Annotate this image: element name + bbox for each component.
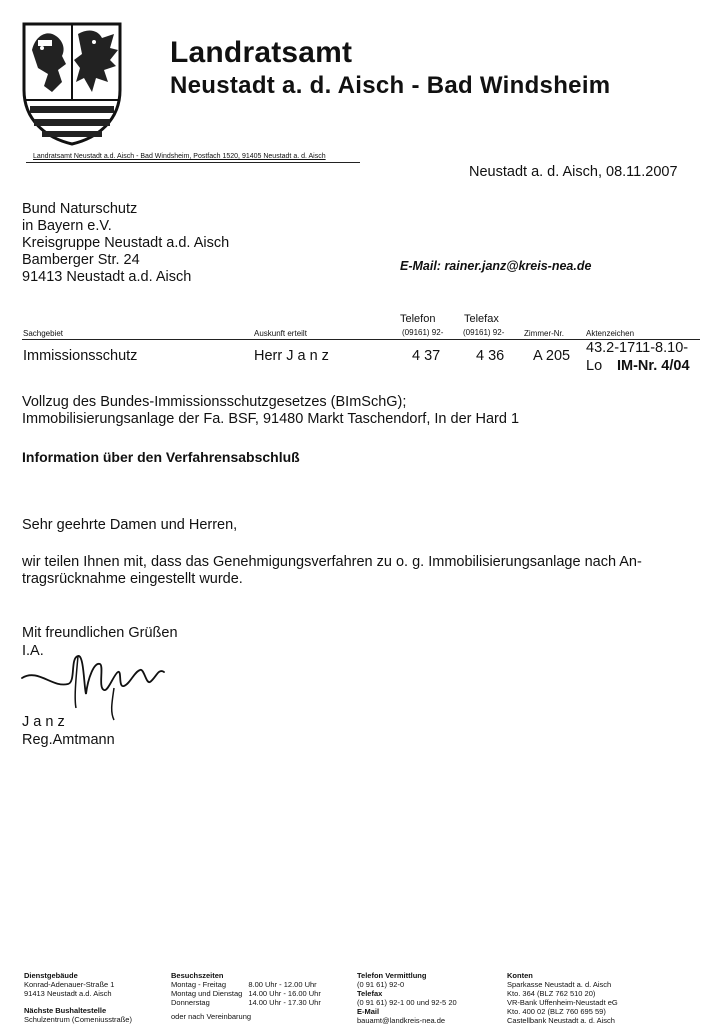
value-aktenzeichen-line1: 43.2-1711-8.10- [586, 340, 689, 356]
header-telefon-sub: (09161) 92- [402, 328, 444, 337]
recipient-line: Bund Naturschutz [22, 201, 138, 217]
recipient-line: 91413 Neustadt a.d. Aisch [22, 269, 192, 285]
recipient-line: Bamberger Str. 24 [22, 252, 140, 268]
header-zimmer: Zimmer-Nr. [524, 329, 564, 338]
authority-name: Landratsamt [170, 36, 353, 69]
value-telefax: 4 36 [476, 348, 505, 364]
body-paragraph-line: tragsrücknahme eingestellt wurde. [22, 571, 243, 587]
closing-ia: I.A. [22, 643, 44, 659]
footer-accounts-heading: Konten [507, 971, 533, 980]
visiting-hours-time: 8.00 Uhr - 12.00 Uhr [248, 980, 317, 989]
footer-account-line: Kto. 400 02 (BLZ 760 695 59) [507, 1007, 606, 1016]
footer-contact-column [357, 971, 457, 1025]
subject-line: Immobilisierungsanlage der Fa. BSF, 91480 Markt Taschendorf, In der Hard 1 [22, 411, 520, 427]
value-aktenzeichen-prefix: Lo [586, 358, 603, 374]
authority-region: Neustadt a. d. Aisch - Bad Windsheim [170, 72, 611, 99]
footer-account-line: Kto. 364 (BLZ 762 510 20) [507, 989, 596, 998]
visiting-hours-time: 14.00 Uhr - 17.30 Uhr [248, 998, 321, 1007]
return-address-rule [26, 162, 360, 163]
visiting-hours-row [171, 989, 321, 998]
signatory-name: J a n z [22, 714, 65, 730]
visiting-hours-table [171, 980, 321, 1007]
subject-line: Vollzug des Bundes-Immissionsschutzgesetzes (BImSchG); [22, 394, 407, 410]
visiting-hours-day: Montag und Dienstag [171, 989, 243, 998]
visiting-hours-day: Donnerstag [171, 998, 210, 1007]
visiting-hours-time: 14.00 Uhr - 16.00 Uhr [248, 989, 321, 998]
footer-bus-line: Schulzentrum (Comeniusstraße) [24, 1015, 132, 1024]
visiting-hours-day: Montag - Freitag [171, 980, 227, 989]
footer-fax-heading: Telefax [357, 989, 383, 998]
value-aktenzeichen-line2: IM-Nr. 4/04 [617, 358, 690, 374]
footer-phone-heading: Telefon Vermittlung [357, 971, 427, 980]
footer-hours-extra: oder nach Vereinbarung [171, 1012, 252, 1021]
footer-accounts-column [507, 971, 618, 1025]
value-telefon: 4 37 [412, 348, 441, 364]
footer-email-link[interactable]: bauamt@landkreis-nea.de [357, 1016, 446, 1025]
header-telefon-title: Telefon [400, 313, 436, 325]
footer-hours-column [171, 971, 321, 1021]
body-paragraph-line: wir teilen Ihnen mit, dass das Genehmigungsverfahren zu o. g. Immobilisierungsanlage nach An- [22, 554, 642, 570]
contact-email: E-Mail: rainer.janz@kreis-nea.de [400, 259, 592, 273]
recipient-line: in Bayern e.V. [22, 218, 112, 234]
visiting-hours-row [171, 980, 321, 989]
signatory-title: Reg.Amtmann [22, 732, 115, 748]
footer-office-line: Konrad-Adenauer-Straße 1 [24, 980, 115, 989]
footer-office-column [24, 971, 132, 1024]
place-date: Neustadt a. d. Aisch, 08.11.2007 [469, 164, 678, 180]
footer-account-line: VR-Bank Uffenheim-Neustadt eG [507, 998, 618, 1007]
footer-phone-value: (0 91 61) 92-0 [357, 980, 405, 989]
footer-office-heading: Dienstgebäude [24, 971, 78, 980]
value-sachgebiet: Immissionsschutz [23, 348, 138, 364]
header-telefax-title: Telefax [464, 313, 499, 325]
header-telefax-sub: (09161) 92- [463, 328, 505, 337]
footer-bus-heading: Nächste Bushaltestelle [24, 1006, 107, 1015]
header-aktenzeichen: Aktenzeichen [586, 329, 635, 338]
footer-account-line: Sparkasse Neustadt a. d. Aisch [507, 980, 612, 989]
footer-account-line: Castellbank Neustadt a. d. Aisch [507, 1016, 615, 1025]
info-heading: Information über den Verfahrensabschluß [22, 449, 300, 465]
value-zimmer: A 205 [533, 348, 571, 364]
closing-greeting: Mit freundlichen Grüßen [22, 625, 178, 641]
return-address: Landratsamt Neustadt a.d. Aisch - Bad Windsheim, Postfach 1520, 91405 Neustadt a. d. Aisch [33, 153, 326, 160]
footer-fax-value: (0 91 61) 92-1 00 und 92-5 20 [357, 998, 457, 1007]
header-auskunft: Auskunft erteilt [254, 329, 307, 338]
visiting-hours-row [171, 998, 321, 1007]
footer-hours-heading: Besuchszeiten [171, 971, 224, 980]
header-sachgebiet: Sachgebiet [23, 329, 64, 338]
recipient-line: Kreisgruppe Neustadt a.d. Aisch [22, 235, 230, 251]
coat-of-arms-logo [18, 20, 126, 148]
value-auskunft: Herr J a n z [254, 348, 329, 364]
footer-email-heading: E-Mail [357, 1007, 380, 1016]
footer-office-line: 91413 Neustadt a.d. Aisch [24, 989, 112, 998]
salutation: Sehr geehrte Damen und Herren, [22, 517, 238, 533]
